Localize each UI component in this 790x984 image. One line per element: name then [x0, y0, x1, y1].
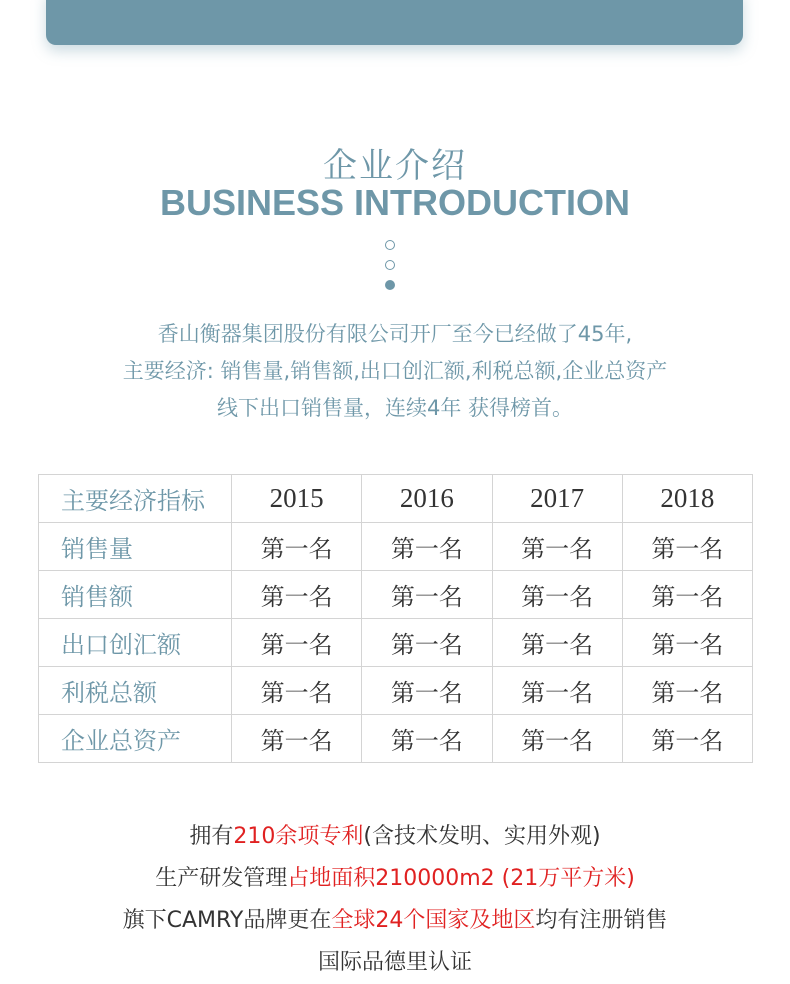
table-cell: 第一名: [232, 523, 362, 571]
table-cell: 第一名: [232, 619, 362, 667]
intro-line: 线下出口销售量，连续4年 获得榜首。: [216, 396, 574, 420]
table-cell: 第一名: [492, 523, 622, 571]
header-year: 2018: [622, 475, 752, 523]
row-label: 销售额: [39, 571, 232, 619]
table-cell: 第一名: [622, 523, 752, 571]
table-header-row: [39, 475, 753, 523]
table-cell: 第一名: [362, 667, 492, 715]
table-cell: 第一名: [232, 715, 362, 763]
table-cell: 第一名: [622, 619, 752, 667]
row-label: 利税总额: [39, 667, 232, 715]
economic-indicators-table: [38, 474, 753, 763]
table-row: [39, 667, 753, 715]
header-year: 2016: [362, 475, 492, 523]
header-label: 主要经济指标: [39, 475, 232, 523]
table-cell: 第一名: [622, 571, 752, 619]
feature-text: (含技术发明、实用外观): [363, 824, 601, 849]
dot-icon: [385, 240, 395, 250]
row-label: 出口创汇额: [39, 619, 232, 667]
table-cell: 第一名: [232, 667, 362, 715]
feature-highlight: 210余项专利: [233, 824, 364, 849]
table-row: [39, 571, 753, 619]
row-label: 企业总资产: [39, 715, 232, 763]
section-title-cn: 企业介绍: [323, 146, 467, 186]
feature-text: 生产研发管理: [155, 866, 288, 891]
feature-highlight: 占地面积210000m2 (21万平方米): [287, 866, 635, 891]
table-cell: 第一名: [362, 523, 492, 571]
table-cell: 第一名: [232, 571, 362, 619]
table-cell: 第一名: [492, 667, 622, 715]
header-year: 2017: [492, 475, 622, 523]
feature-highlight: 全球24个国家及地区: [331, 908, 536, 933]
table-cell: 第一名: [362, 715, 492, 763]
table-cell: 第一名: [492, 571, 622, 619]
divider-dots-icon: [384, 240, 396, 292]
feature-patents: [0, 816, 790, 858]
feature-text: 均有注册销售: [535, 908, 668, 933]
intro-line: 主要经济: 销售量,销售额,出口创汇额,利税总额,企业总资产: [122, 359, 668, 383]
table-cell: 第一名: [492, 619, 622, 667]
features-list: [0, 816, 790, 984]
table-row: [39, 619, 753, 667]
table-cell: 第一名: [362, 619, 492, 667]
feature-text: 旗下CAMRY品牌更在: [122, 908, 332, 933]
header-year: 2015: [232, 475, 362, 523]
top-banner: [46, 0, 743, 45]
table-cell: 第一名: [492, 715, 622, 763]
table-cell: 第一名: [622, 667, 752, 715]
intro-text: [0, 316, 790, 427]
row-label: 销售量: [39, 523, 232, 571]
feature-area: [0, 858, 790, 900]
section-title-en: BUSINESS INTRODUCTION: [159, 182, 631, 223]
feature-brand: [0, 900, 790, 942]
table-row: [39, 523, 753, 571]
dot-icon: [385, 260, 395, 270]
table-cell: 第一名: [362, 571, 492, 619]
feature-text: 拥有: [189, 824, 234, 849]
dot-filled-icon: [385, 280, 395, 290]
table-row: [39, 715, 753, 763]
intro-line: 香山衡器集团股份有限公司开厂至今已经做了45年,: [157, 322, 633, 346]
feature-certification: 国际品德里认证: [317, 950, 472, 975]
table-cell: 第一名: [622, 715, 752, 763]
